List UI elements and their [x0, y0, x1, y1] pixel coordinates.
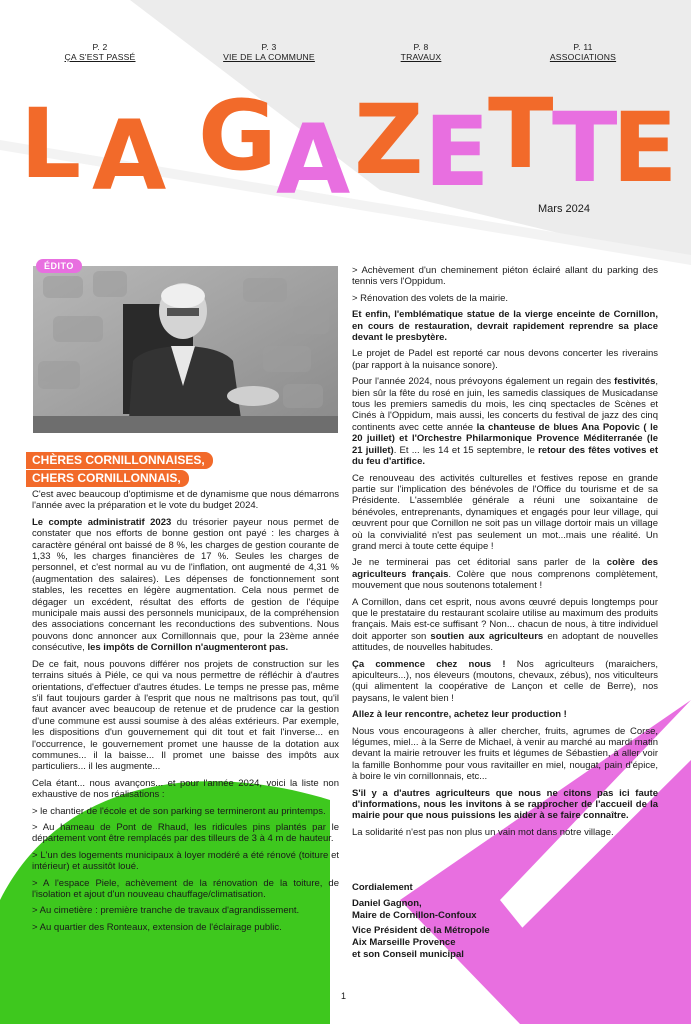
signature-line: Aix Marseille Provence [352, 936, 456, 948]
editorial-paragraph [32, 778, 339, 801]
editorial-paragraph [352, 827, 658, 838]
masthead-letter: L [20, 88, 82, 200]
text-run: C'est avec beaucoup d'optimisme et de dynamisme que nous démarrons l'année avec la préparation et le vote du budget 2024. [32, 489, 339, 512]
editorial-paragraph [32, 878, 339, 901]
masthead-letter: A [276, 104, 351, 216]
masthead-letter: T [552, 92, 618, 204]
nav-item-associations[interactable] [528, 42, 638, 62]
editorial-paragraph [352, 376, 658, 467]
editorial-paragraph [352, 659, 658, 705]
mayor-photo [33, 266, 338, 433]
text-run: , bien sûr la fête du rosé en juin, les samedis classiques de Musicadanse tous les premiers samedis du mois, les cinq spectacles de Scènes et Cinés à l'Oppidum, mais aussi, les concerts du festival de jazz des cinq continents avec cette année [352, 376, 658, 433]
nav-section-label: ÇA S'EST PASSÉ [64, 52, 136, 62]
bold-text: festivités [614, 376, 656, 388]
text-run: . Et ... les 14 et 15 septembre, le [393, 444, 539, 456]
editorial-paragraph [352, 309, 658, 343]
greeting-banner [26, 452, 213, 488]
signature-line: Vice Président de la Métropole [352, 924, 490, 936]
editorial-paragraph [352, 597, 658, 654]
bold-text: soutien aux agriculteurs [430, 630, 544, 642]
nav-section-label: ASSOCIATIONS [549, 52, 617, 62]
nav-item-vie-de-la-commune[interactable] [194, 42, 344, 62]
masthead-letter: A [92, 100, 167, 212]
editorial-paragraph [32, 489, 339, 512]
editorial-paragraph [352, 293, 658, 304]
nav-item-travaux[interactable] [376, 42, 466, 62]
text-run: Ce renouveau des activités culturelles et festives repose en grande partie sur l'implication des bénévoles de l'Office du tourisme et de sa Présidente. L'assemblée générale a réuni une soixantaine de bénévoles, entreprenants, dynamiques et engagés pour leur village, qui œuvrent pour que Cornillon ne soit pas un village dortoir mais un village où la convivialité n'est pas seulement un mot...mais une réalité. Un grand merci à toute cette équipe ! [352, 472, 658, 552]
masthead-letter: G [198, 80, 277, 192]
text-run: . Colère que nous comprenons complètement, mouvement que nous soutenons totalement ! [352, 568, 658, 592]
text-run: > Au quartier des Ronteaux, extension de l'éclairage public. [32, 921, 282, 933]
editorial-paragraph [352, 265, 658, 288]
bold-text: S'il y a d'autres agriculteurs que nous ne citons pas ici faute d'informations, nous les invitons à se rapprocher de l'accueil de la mairie pour que nous puissions les aider à se faire connaître. [352, 787, 658, 822]
signature-line: Cordialement [352, 882, 413, 893]
text-run: La solidarité n'est pas non plus un vain mot dans notre village. [352, 826, 614, 838]
text-run: Cela étant... nous avançons... et pour l'année 2024, voici la liste non exhaustive de nos réalisations : [32, 777, 339, 801]
nav-section-label: VIE DE LA COMMUNE [223, 52, 315, 62]
masthead-letter: E [612, 92, 678, 204]
text-run: > Au hameau de Pont de Rhaud, les ridicules pins plantés par le département vont être remplacés par des tilleurs de 3 à 4 m de hauteur. [32, 821, 339, 845]
bold-text: Et enfin, l'emblématique statue de la vierge enceinte de Cornillon, en cours de restauration, devrait rapidement reprendre sa place devant le presbytère. [352, 309, 658, 344]
text-run: Nos agriculteurs (maraichers, apiculteurs...), nos éleveurs (moutons, chevaux, zébus), nos viticulteurs (qui alimentent la coopérative de Lançon et celle de Berre), nos paysans, le valent bien ! [352, 658, 658, 704]
text-run: Nous vous encourageons à aller chercher, fruits, agrumes de Corse, légumes, miel... à la Serre de Michael, à venir au marché au mardi matin devant la mairie retrouver les fruits et légumes de Sébastien, à aller voir la famille Bonhomme pour vous ravitailler en miel, nougat, pain d'épice, à boire le vin cornillonnais, etc... [352, 725, 658, 783]
text-run: en adoptant de nouvelles attitudes, de nouvelles habitudes. [352, 630, 659, 654]
bold-text: la chanteuse de blues Ana Popovic ( le 20 juillet) et l'Orchestre Philarmonique Provence Méditerranée (le 21 juillet) [352, 421, 659, 456]
text-run: De ce fait, nous pouvons différer nos projets de construction sur les terrains situés à Piéle, ce qui va nous permettre de réfléchir à d'autres orientations, d'effectuer d'autres études. Le temps ne presse pas, même s'il faut toujours garder à l'esprit que nous ne maîtrisons pas tout, qu'il faut avancer avec beaucoup de retenue et de prudence car la gestion d'une commune est aussi soumise à des aléas extérieurs. Par exemple, les dispositions d'un gouvernement qui dit tout et fait l'inverse... en l'occurrence, le gouvernement promet une hausse de la dotation aux communes... il la baisse... Il promet une baisse des impôts aux particuliers... il les augmente... [32, 658, 339, 773]
editorial-right-column [352, 265, 658, 843]
editorial-paragraph [352, 709, 658, 720]
text-run: Pour l'année 2024, nous prévoyons également un regain des [352, 376, 615, 388]
text-run: du trésorier payeur nous permet de constater que nos efforts de bonne gestion ont payé : les charges à caractère général ont baissé de 8 %, les charges de gestion courante de 1,33 %, les charges financières de 17 %. Seules les charges de personnel, et c'est normal au vu de l'inflation, ont augmenté de 4,31 % (augmentation des salaires). Les dépenses de fonctionnement sont stables, les recettes en légère augmentation. Cela nous permet de dégager un excédent, résultat des efforts de gestion de l'équipe municipale mais aussi des personnels municipaux, de la compréhension des associations concernant les reconductions des subventions. Nous pouvons donc annoncer aux Cornillonnais que, pour la 23ème année consécutive, [32, 516, 339, 654]
text-run: > Rénovation des volets de la mairie. [352, 292, 509, 304]
text-run: > A l'espace Piele, achèvement de la rénovation de la toiture, de l'isolation et ajout d'un nouveau chauffage/climatisation. [32, 877, 339, 900]
bold-text: les impôts de Cornillon n'augmenteront pas. [87, 642, 289, 654]
signature-line: Daniel Gagnon, [352, 898, 422, 910]
editorial-paragraph [32, 905, 339, 916]
photo-illustration [33, 266, 338, 433]
nav-page-number: P. 3 [261, 42, 277, 52]
text-run: Le projet de Padel est reporté car nous devons concerter les riverains (par rapport à la nuisance sonore). [352, 348, 658, 371]
nav-section-label: TRAVAUX [400, 52, 442, 62]
editorial-paragraph [352, 473, 658, 553]
bold-text: colère des agriculteurs français [352, 557, 658, 580]
masthead-letter: T [488, 78, 554, 190]
editorial-paragraph [352, 788, 658, 822]
editorial-paragraph [32, 806, 339, 817]
bold-text: Ça commence chez nous ! [352, 658, 506, 670]
bold-text: Allez à leur rencontre, achetez leur production ! [352, 709, 567, 721]
editorial-paragraph [32, 659, 339, 773]
page-number: 1 [341, 991, 347, 1001]
text-run: > le chantier de l'école et de son parking se termineront au printemps. [32, 805, 326, 817]
editorial-paragraph [352, 726, 658, 783]
text-run: > Achèvement d'un cheminement piéton éclairé allant du parking des tennis vers l'Oppidum. [352, 265, 658, 288]
greeting-line: CHÈRES CORNILLONNAISES, [26, 452, 213, 469]
signature-line: et son Conseil municipal [352, 949, 464, 961]
editorial-paragraph [32, 822, 339, 845]
text-run: > L'un des logements municipaux à loyer modéré a été rénové (toiture et intérieur) et aussitôt loué. [32, 849, 339, 873]
issue-date: Mars 2024 [538, 203, 590, 215]
editorial-paragraph [32, 850, 339, 873]
bold-text: retour des fêtes votives et du feu d'artifice. [352, 444, 658, 468]
signature-line: Maire de Cornillon-Confoux [352, 910, 477, 922]
nav-page-number: P. 11 [573, 42, 593, 52]
nav-page-number: P. 2 [92, 42, 108, 52]
nav-page-number: P. 8 [413, 42, 429, 52]
greeting-line: CHERS CORNILLONNAIS, [26, 470, 189, 487]
bold-text: Le compte administratif 2023 [32, 516, 172, 528]
editorial-paragraph [352, 557, 658, 591]
text-run: A Cornillon, dans cet esprit, nous avons œuvré depuis longtemps pour que le prestataire du restaurant scolaire utilise au maximum des produits français. Mais est-ce suffisant ? Non... chacun de nous, à titre individuel doit apporter son [352, 596, 658, 642]
nav-item-ca-sest-passe[interactable] [40, 42, 160, 62]
editorial-left-column [32, 489, 339, 938]
edito-badge: ÉDITO [36, 259, 82, 273]
text-run: Je ne terminerai pas cet éditorial sans parler de la [352, 557, 607, 569]
signature-block [352, 882, 490, 961]
masthead-letter: E [424, 96, 490, 208]
editorial-paragraph [352, 348, 658, 371]
masthead-letter: Z [354, 84, 424, 196]
editorial-paragraph [32, 922, 339, 933]
text-run: > Au cimetière : première tranche de travaux d'agrandissement. [32, 905, 300, 917]
editorial-paragraph [32, 517, 339, 654]
